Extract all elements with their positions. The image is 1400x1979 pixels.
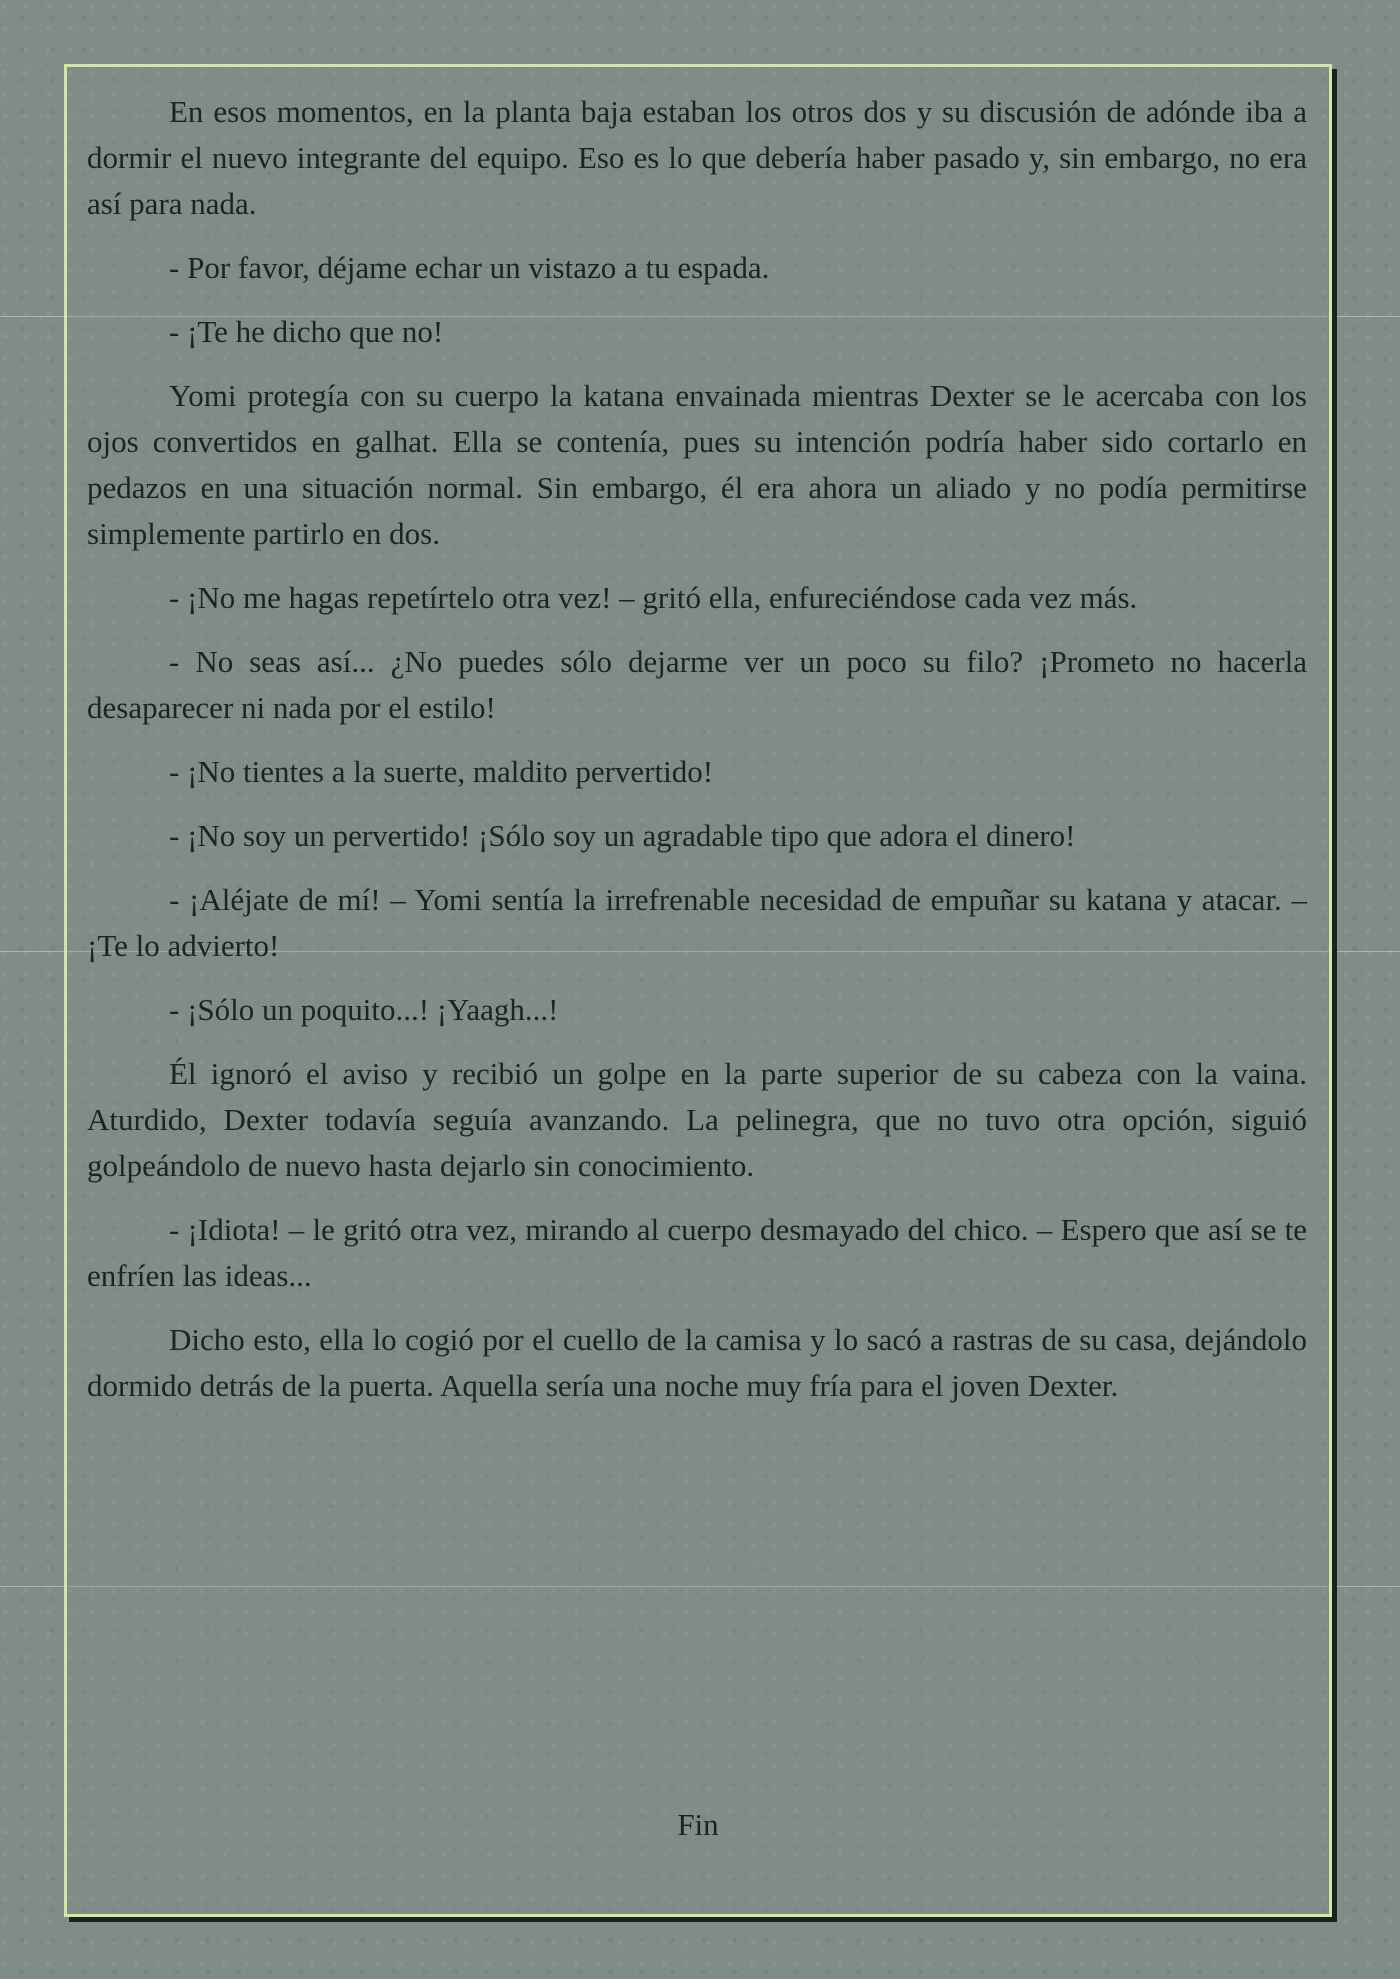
paragraph: Dicho esto, ella lo cogió por el cuello de la camisa y lo sacó a rastras de su casa, dejándolo dormido detrás de la puerta. Aquella sería una noche muy fría para el joven Dexter. bbox=[87, 1322, 1307, 1403]
dialogue-line: - ¡No me hagas repetírtelo otra vez! – gritó ella, enfureciéndose cada vez más. bbox=[169, 580, 1138, 615]
dialogue-line: - ¡Te he dicho que no! bbox=[169, 314, 444, 349]
page-frame bbox=[64, 64, 1332, 1917]
dialogue-line: - ¡Aléjate de mí! – Yomi sentía la irrefrenable necesidad de empuñar su katana y atacar. – ¡Te lo advierto! bbox=[87, 882, 1307, 963]
dialogue-line: - ¡Idiota! – le gritó otra vez, mirando al cuerpo desmayado del chico. – Espero que así se te enfríen las ideas... bbox=[87, 1212, 1307, 1293]
paragraph: En esos momentos, en la planta baja estaban los otros dos y su discusión de adónde iba a dormir el nuevo integrante del equipo. Eso es lo que debería haber pasado y, sin embargo, no era así para nada. bbox=[87, 94, 1307, 221]
paragraph: Él ignoró el aviso y recibió un golpe en la parte superior de su cabeza con la vaina. Aturdido, Dexter todavía seguía avanzando. La pelinegra, que no tuvo otra opción, siguió golpeándolo de nuevo hasta dejarlo sin conocimiento. bbox=[87, 1056, 1307, 1183]
paragraph: Yomi protegía con su cuerpo la katana envainada mientras Dexter se le acercaba con los ojos convertidos en galhat. Ella se contenía, pues su intención podría haber sido cortarlo en pedazos en una situación normal. Sin embargo, él era ahora un aliado y no podía permitirse simplemente partirlo en dos. bbox=[87, 378, 1307, 551]
dialogue-line: - ¡Sólo un poquito...! ¡Yaagh...! bbox=[169, 992, 559, 1027]
ending-label: Fin bbox=[677, 1807, 719, 1842]
story-text bbox=[87, 89, 1307, 1409]
dialogue-line: - Por favor, déjame echar un vistazo a tu espada. bbox=[169, 250, 770, 285]
dialogue-line: - ¡No soy un pervertido! ¡Sólo soy un agradable tipo que adora el dinero! bbox=[169, 818, 1076, 853]
dialogue-line: - No seas así... ¿No puedes sólo dejarme ver un poco su filo? ¡Prometo no hacerla desaparecer ni nada por el estilo! bbox=[87, 644, 1307, 725]
dialogue-line: - ¡No tientes a la suerte, maldito pervertido! bbox=[169, 754, 714, 789]
